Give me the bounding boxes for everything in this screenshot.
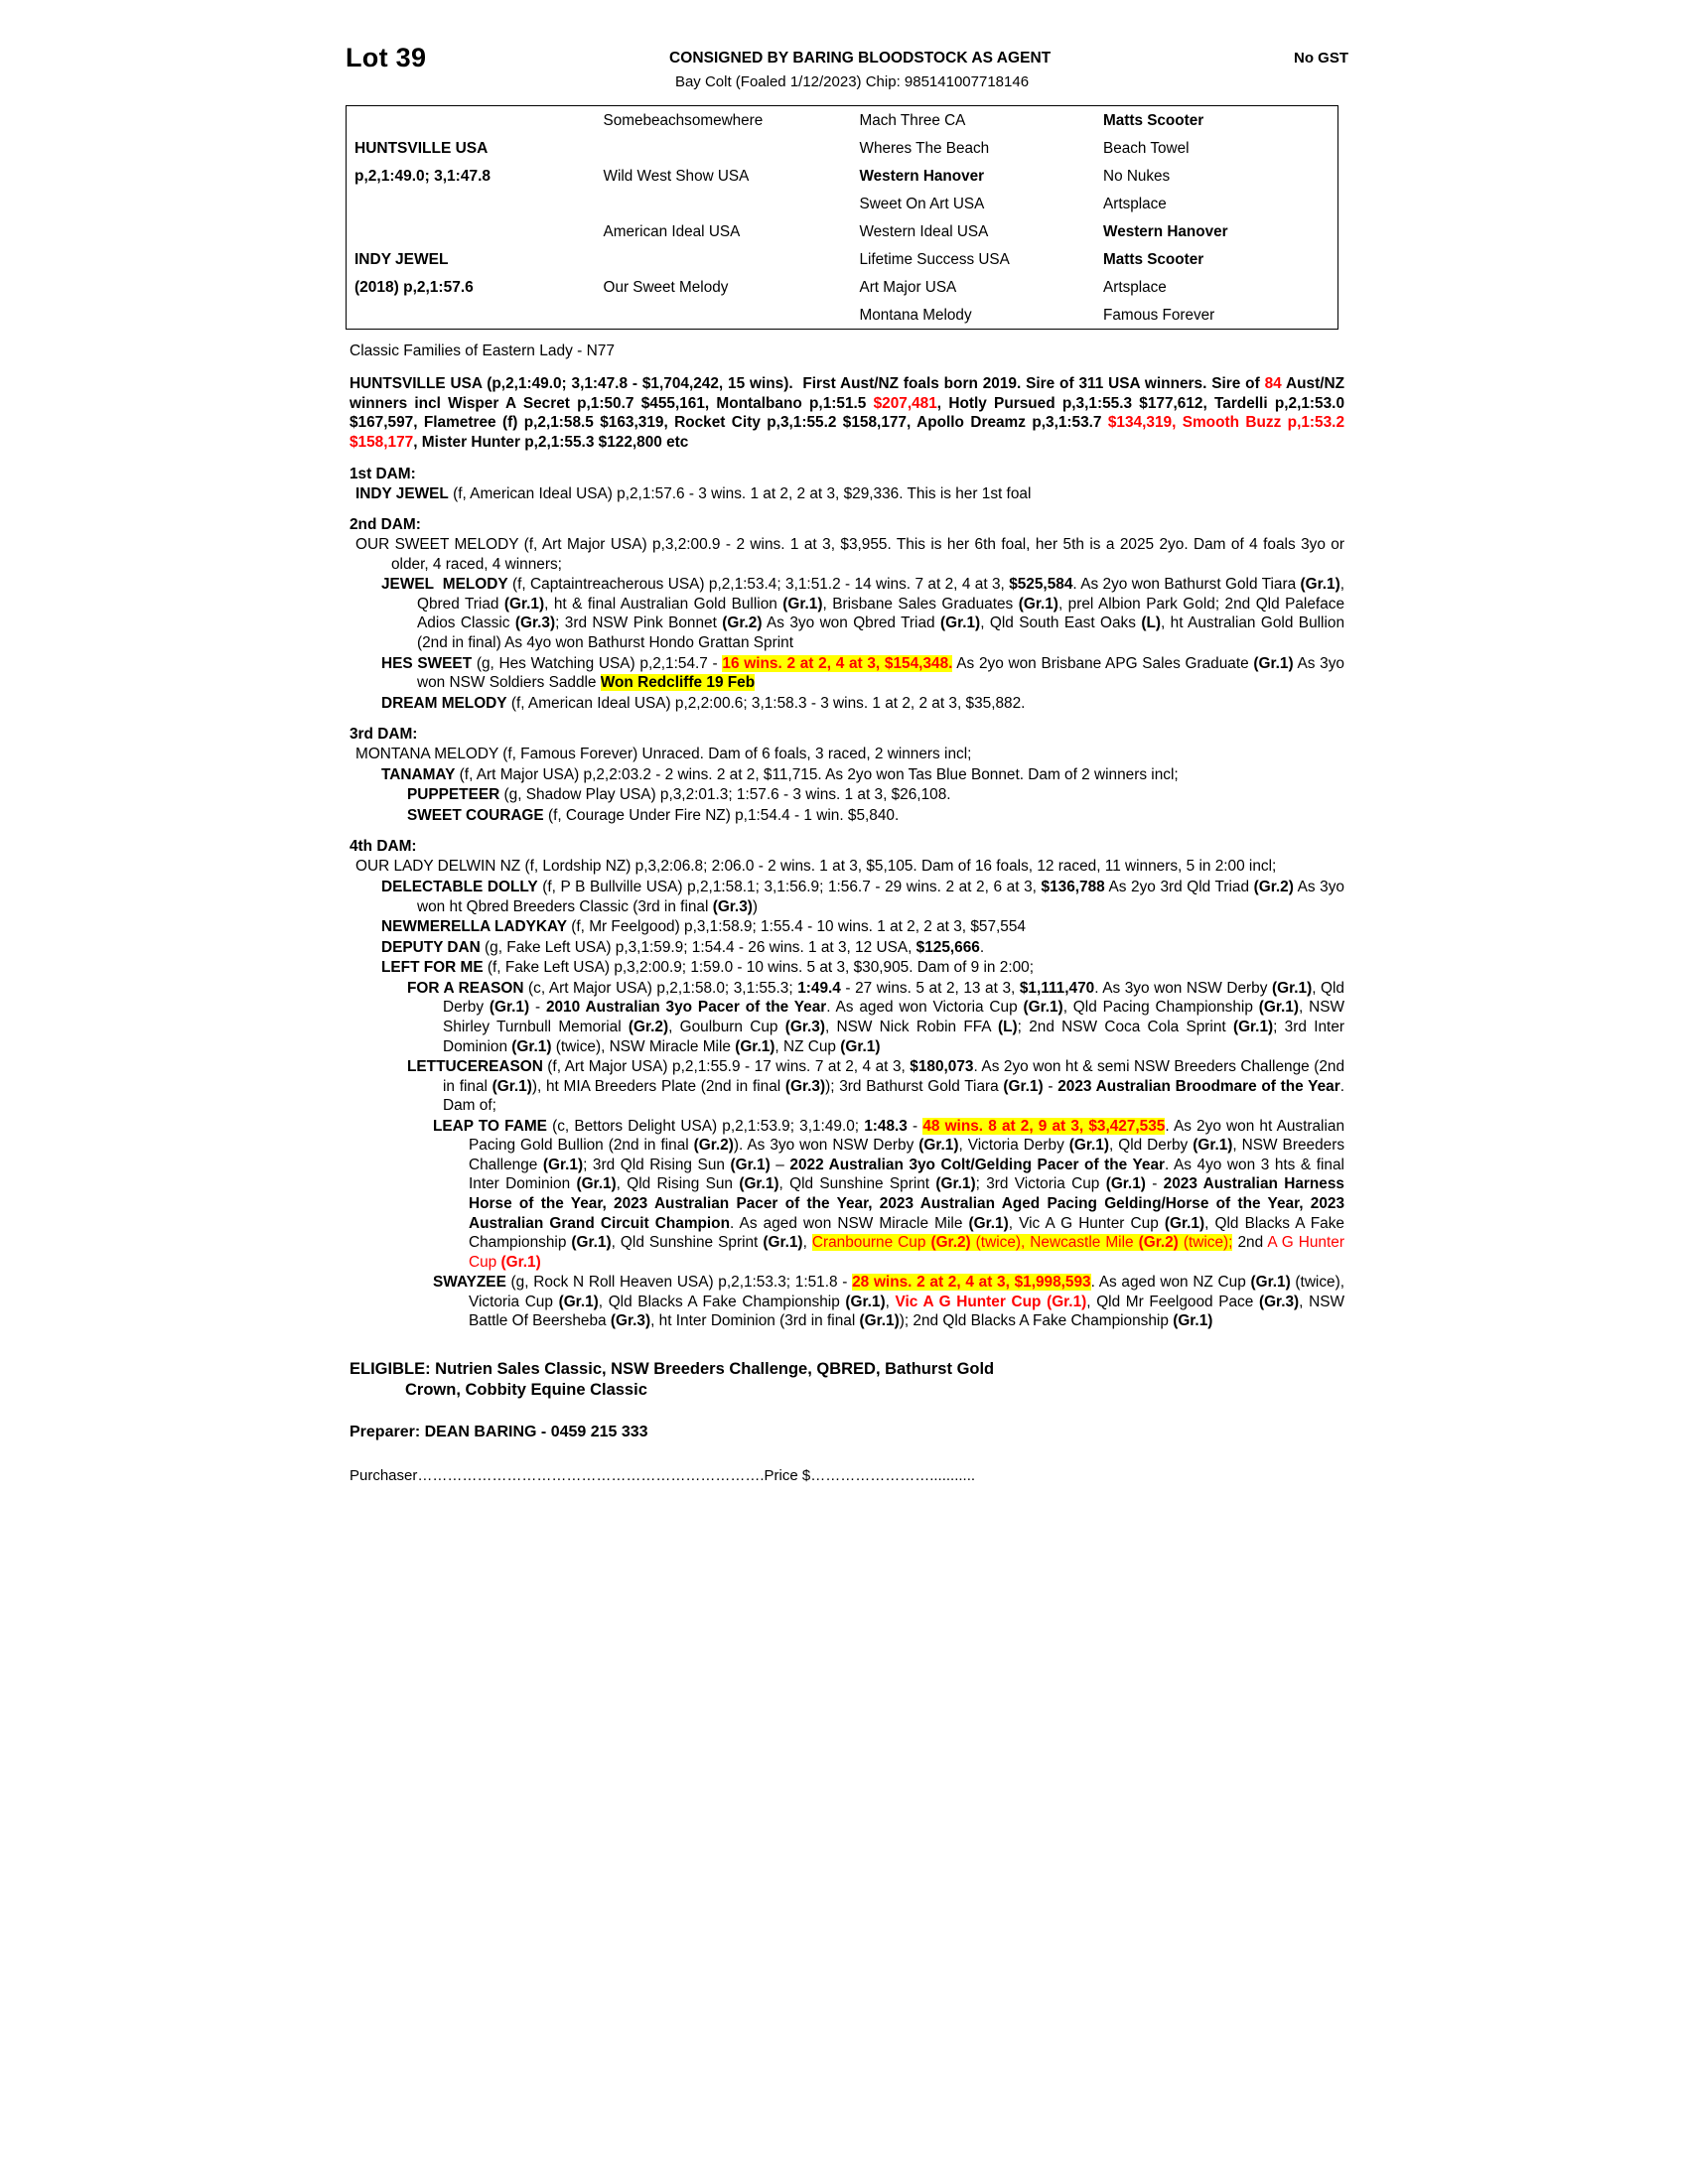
table-row	[347, 301, 1337, 329]
table-row	[347, 162, 1337, 190]
pedigree-cell: Sweet On Art USA	[859, 195, 985, 212]
pedigree-cell	[347, 301, 596, 329]
first-dam-text: INDY JEWEL (f, American Ideal USA) p,2,1:57.6 - 3 wins. 1 at 2, 2 at 3, $29,336. This is her 1st foal	[355, 484, 1032, 502]
progeny-left-for-me: LEFT FOR ME (f, Fake Left USA) p,3,2:00.9; 1:59.0 - 10 wins. 5 at 3, $30,905. Dam of 9 in 2:00;	[381, 959, 1034, 977]
pedigree-cell	[596, 134, 852, 162]
progeny-swayzee: SWAYZEE (g, Rock N Roll Heaven USA) p,2,1:53.3; 1:51.8 - 28 wins. 2 at 2, 4 at 3, $1,998,593. As aged won NZ Cup (Gr.1) (twice), Victoria Cup (Gr.1), Qld Blacks A Fake Championship (Gr.1), Vic A G Hunter Cup (Gr.1), Qld Mr Feelgood Pace (Gr.3), NSW Battle Of Beersheba (Gr.3), ht Inter Dominion (3rd in final (Gr.1)); 2nd Qld Blacks A Fake Championship (Gr.1)	[433, 1274, 1345, 1330]
progeny-sweet-courage: SWEET COURAGE (f, Courage Under Fire NZ) p,1:54.4 - 1 win. $5,840.	[407, 806, 900, 824]
progeny-tanamay: TANAMAY (f, Art Major USA) p,2,2:03.2 - 2 wins. 2 at 2, $11,715. As 2yo won Tas Blue Bonnet. Dam of 2 winners incl;	[381, 765, 1179, 783]
pedigree-cell: Lifetime Success USA	[859, 250, 1010, 268]
dam-name: INDY JEWEL	[354, 250, 449, 268]
pedigree-table	[346, 105, 1338, 330]
sire-cell	[347, 106, 596, 134]
pedigree-cell: Matts Scooter	[1103, 250, 1204, 268]
third-dam-text: MONTANA MELODY (f, Famous Forever) Unraced. Dam of 6 foals, 3 raced, 2 winners incl;	[355, 746, 972, 763]
progeny-jewel-melody: JEWEL MELODY (f, Captaintreacherous USA) p,2,1:53.4; 3,1:51.2 - 14 wins. 7 at 2, 4 at 3, $525,584. As 2yo won Bathurst Gold Tiara (Gr.1), Qbred Triad (Gr.1), ht & final Australian Gold Bullion (Gr.1), Brisbane Sales Graduates (Gr.1), prel Albion Park Gold; 2nd Qld Paleface Adios Classic (Gr.3); 3rd NSW Pink Bonnet (Gr.2) As 3yo won Qbred Triad (Gr.1), Qld South East Oaks (L), ht Australian Gold Bullion (2nd in final) As 4yo won Bathurst Hondo Grattan Sprint	[381, 576, 1345, 651]
fourth-dam-heading: 4th DAM:	[350, 838, 417, 856]
table-row	[347, 134, 1337, 162]
pedigree-cell: Our Sweet Melody	[603, 278, 729, 296]
pedigree-cell: Artsplace	[1103, 195, 1167, 212]
second-dam-heading: 2nd DAM:	[350, 516, 421, 534]
sire-name: HUNTSVILLE USA	[354, 139, 489, 157]
page-content	[346, 44, 1348, 1484]
pedigree-cell: Wheres The Beach	[859, 139, 990, 157]
progeny-lettucereason: LETTUCEREASON (f, Art Major USA) p,2,1:55.9 - 17 wins. 7 at 2, 4 at 3, $180,073. As 2yo won ht & semi NSW Breeders Challenge (2nd in final (Gr.1)), ht MIA Breeders Plate (2nd in final (Gr.3)); 3rd Bathurst Gold Tiara (Gr.1) - 2023 Australian Broodmare of the Year. Dam of;	[407, 1058, 1344, 1115]
eligible-line-2: Crown, Cobbity Equine Classic	[405, 1381, 647, 1400]
sire-summary: HUNTSVILLE USA (p,2,1:49.0; 3,1:47.8 - $1,704,242, 15 wins). First Aust/NZ foals born 2019. Sire of 311 USA winners. Sire of 84 Aust/NZ winners incl Wisper A Secret p,1:50.7 $455,161, Montalbano p,1:51.5 $207,481, Hotly Pursued p,3,1:55.3 $177,612, Tardelli p,2,1:53.0 $167,597, Flametree (f) p,2,1:58.5 $163,319, Rocket City p,3,1:55.2 $158,177, Apollo Dreamz p,3,1:53.7 $134,319, Smooth Buzz p,1:53.2 $158,177, Mister Hunter p,2,1:55.3 $122,800 etc	[350, 375, 1345, 452]
pedigree-cell	[596, 301, 852, 329]
sire-record: p,2,1:49.0; 3,1:47.8	[354, 167, 491, 185]
pedigree-cell	[596, 245, 852, 273]
consignor-line: CONSIGNED BY BARING BLOODSTOCK AS AGENT	[669, 50, 1052, 67]
table-row	[347, 273, 1337, 301]
progeny-for-a-reason: FOR A REASON (c, Art Major USA) p,2,1:58.0; 3,1:55.3; 1:49.4 - 27 wins. 5 at 2, 13 at 3, $1,111,470. As 3yo won NSW Derby (Gr.1), Qld Derby (Gr.1) - 2010 Australian 3yo Pacer of the Year. As aged won Victoria Cup (Gr.1), Qld Pacing Championship (Gr.1), NSW Shirley Turnbull Memorial (Gr.2), Goulburn Cup (Gr.3), NSW Nick Robin FFA (L); 2nd NSW Coca Cola Sprint (Gr.1); 3rd Inter Dominion (Gr.1) (twice), NSW Miracle Mile (Gr.1), NZ Cup (Gr.1)	[407, 979, 1344, 1055]
first-dam-heading: 1st DAM:	[350, 465, 416, 482]
pedigree-cell: Somebeachsomewhere	[603, 111, 764, 129]
pedigree-cell: Mach Three CA	[859, 111, 966, 129]
table-row	[347, 106, 1337, 134]
pedigree-cell	[347, 217, 596, 245]
pedigree-cell: Western Hanover	[1103, 222, 1228, 240]
lot-number: Lot 39	[346, 43, 427, 72]
gst-status: No GST	[1294, 50, 1348, 67]
purchaser-line: Purchaser…………………………………………………………….Price $……………………...........	[350, 1466, 976, 1484]
eligible-block	[350, 1359, 1303, 1402]
pedigree-cell: Art Major USA	[859, 278, 957, 296]
page-header	[346, 44, 1348, 71]
pedigree-cell: Beach Towel	[1103, 139, 1190, 157]
progeny-deputy-dan: DEPUTY DAN (g, Fake Left USA) p,3,1:59.9; 1:54.4 - 26 wins. 1 at 3, 12 USA, $125,666.	[381, 938, 985, 956]
dam-record: (2018) p,2,1:57.6	[354, 278, 474, 296]
second-dam-text: OUR SWEET MELODY (f, Art Major USA) p,3,2:00.9 - 2 wins. 1 at 3, $3,955. This is her 6th foal, her 5th is a 2025 2yo. Dam of 4 foals 3yo or older, 4 raced, 4 winners;	[355, 536, 1344, 573]
progeny-leap-to-fame: LEAP TO FAME (c, Bettors Delight USA) p,2,1:53.9; 3,1:49.0; 1:48.3 - 48 wins. 8 at 2, 9 at 3, $3,427,535. As 2yo won ht Australian Pacing Gold Bullion (2nd in final (Gr.2)). As 3yo won NSW Derby (Gr.1), Victoria Derby (Gr.1), Qld Derby (Gr.1), NSW Breeders Challenge (Gr.1); 3rd Qld Rising Sun (Gr.1) – 2022 Australian 3yo Colt/Gelding Pacer of the Year. As 4yo won 3 hts & final Inter Dominion (Gr.1), Qld Rising Sun (Gr.1), Qld Sunshine Sprint (Gr.1); 3rd Victoria Cup (Gr.1) - 2023 Australian Harness Horse of the Year, 2023 Australian Pacer of the Year, 2023 Australian Aged Pacing Gelding/Horse of the Year, 2023 Australian Grand Circuit Champion. As aged won NSW Miracle Mile (Gr.1), Vic A G Hunter Cup (Gr.1), Qld Blacks A Fake Championship (Gr.1), Qld Sunshine Sprint (Gr.1), Cranbourne Cup (Gr.2) (twice), Newcastle Mile (Gr.2) (twice); 2nd A G Hunter Cup (Gr.1)	[433, 1117, 1345, 1271]
pedigree-cell: Montana Melody	[859, 306, 972, 324]
pedigree-cell: American Ideal USA	[603, 222, 741, 240]
table-row	[347, 190, 1337, 217]
progeny-hes-sweet: HES SWEET (g, Hes Watching USA) p,2,1:54.7 - 16 wins. 2 at 2, 4 at 3, $154,348. As 2yo won Brisbane APG Sales Graduate (Gr.1) As 3yo won NSW Soldiers Saddle Won Redcliffe 19 Feb	[381, 654, 1344, 692]
progeny-puppeteer: PUPPETEER (g, Shadow Play USA) p,3,2:01.3; 1:57.6 - 3 wins. 1 at 3, $26,108.	[407, 786, 951, 804]
pedigree-cell: Famous Forever	[1103, 306, 1215, 324]
progeny-dream-melody: DREAM MELODY (f, American Ideal USA) p,2,2:00.6; 3,1:58.3 - 3 wins. 1 at 2, 2 at 3, $35,882.	[381, 694, 1026, 712]
pedigree-cell	[347, 190, 596, 217]
pedigree-cell: Western Hanover	[859, 167, 985, 185]
progeny-delectable-dolly: DELECTABLE DOLLY (f, P B Bullville USA) p,2,1:58.1; 3,1:56.9; 1:56.7 - 29 wins. 2 at 2, 6 at 3, $136,788 As 2yo 3rd Qld Triad (Gr.2) As 3yo won ht Qbred Breeders Classic (3rd in final (Gr.3))	[381, 879, 1344, 915]
pedigree-cell	[596, 190, 852, 217]
horse-description: Bay Colt (Foaled 1/12/2023) Chip: 985141007718146	[674, 73, 1030, 91]
pedigree-cell: Matts Scooter	[1103, 111, 1204, 129]
eligible-line-1: ELIGIBLE: Nutrien Sales Classic, NSW Breeders Challenge, QBRED, Bathurst Gold	[350, 1359, 995, 1378]
table-row	[347, 217, 1337, 245]
progeny-newmerella-ladykay: NEWMERELLA LADYKAY (f, Mr Feelgood) p,3,1:58.9; 1:55.4 - 10 wins. 1 at 2, 2 at 3, $57,554	[381, 918, 1026, 936]
third-dam-heading: 3rd DAM:	[350, 726, 418, 744]
pedigree-cell: Western Ideal USA	[859, 222, 989, 240]
table-row	[347, 245, 1337, 273]
pedigree-cell: Artsplace	[1103, 278, 1167, 296]
pedigree-cell: Wild West Show USA	[603, 167, 750, 185]
fourth-dam-text: OUR LADY DELWIN NZ (f, Lordship NZ) p,3,2:06.8; 2:06.0 - 2 wins. 1 at 3, $5,105. Dam of 16 foals, 12 raced, 11 winners, 5 in 2:00 incl;	[355, 858, 1277, 876]
pedigree-cell: No Nukes	[1103, 167, 1171, 185]
classic-families-line: Classic Families of Eastern Lady - N77	[350, 342, 616, 360]
preparer-line: Preparer: DEAN BARING - 0459 215 333	[350, 1423, 648, 1440]
